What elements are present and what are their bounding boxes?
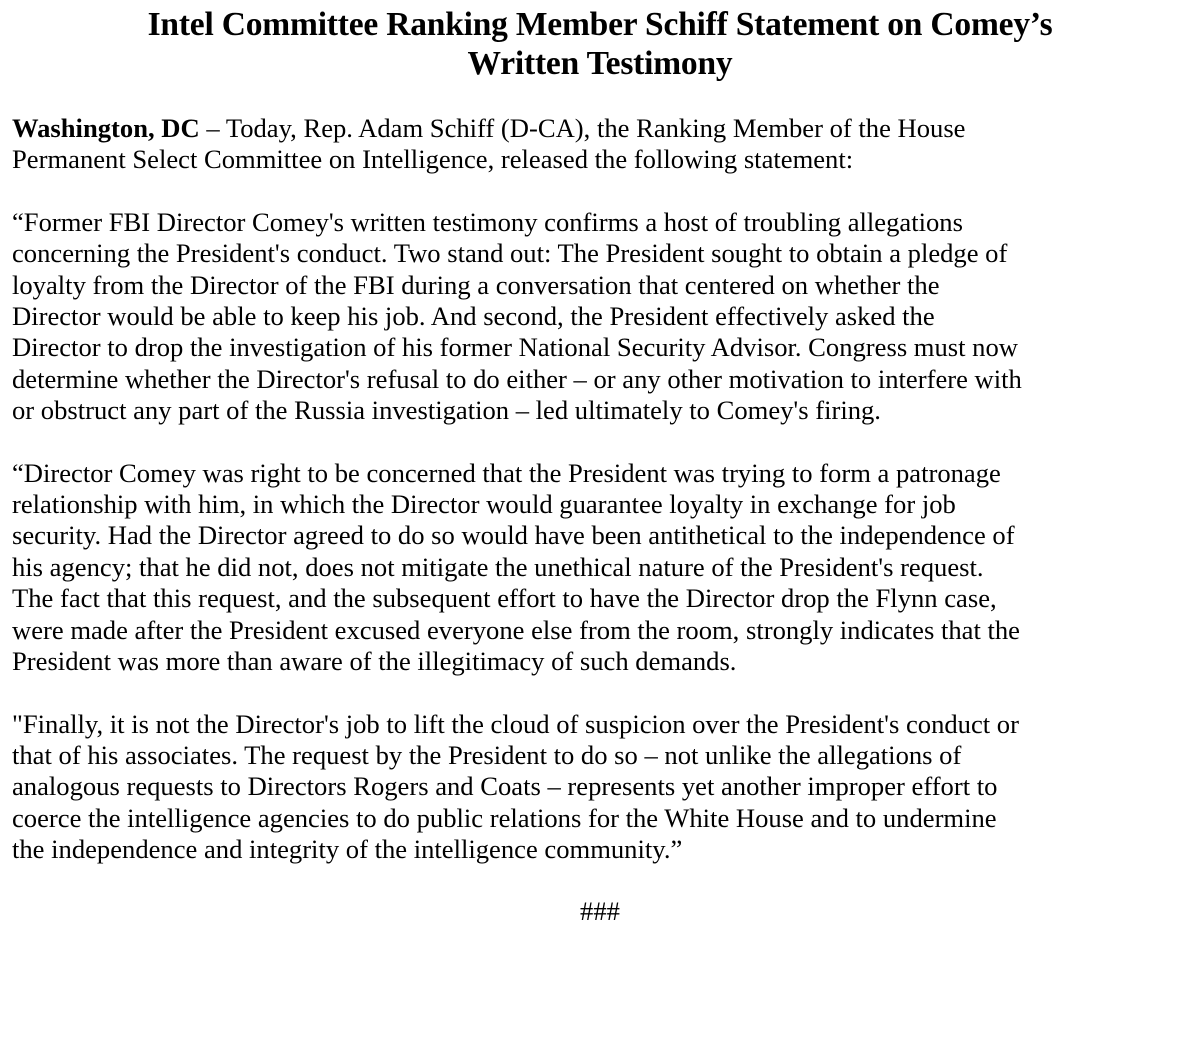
paragraph-line: relationship with him, in which the Director would guarantee loyalty in exchange for job (12, 489, 956, 520)
paragraph-line: security. Had the Director agreed to do so would have been antithetical to the independence of (12, 520, 1015, 551)
end-of-release-mark: ### (580, 895, 620, 926)
statement-paragraph-3 (12, 709, 1188, 866)
paragraph-line: or obstruct any part of the Russia investigation – led ultimately to Comey's firing. (12, 395, 881, 426)
paragraph-line: analogous requests to Directors Rogers and Coats – represents yet another improper effort to (12, 771, 998, 802)
paragraph-line: the independence and integrity of the intelligence community.” (12, 834, 683, 865)
intro-line-1 (12, 113, 1188, 144)
paragraph-line: Director would be able to keep his job. And second, the President effectively asked the (12, 301, 935, 332)
title-line-1: Intel Committee Ranking Member Schiff Statement on Comey’s (147, 6, 1053, 43)
paragraph-line: coerce the intelligence agencies to do public relations for the White House and to undermine (12, 802, 997, 833)
statement-paragraph-2 (12, 458, 1188, 678)
page-title (12, 5, 1188, 83)
title-line-2: Written Testimony (467, 45, 733, 82)
paragraph-line: were made after the President excused everyone else from the room, strongly indicates that the (12, 614, 1020, 645)
paragraph-line: “Former FBI Director Comey's written testimony confirms a host of troubling allegations (12, 206, 963, 237)
paragraph-line: "Finally, it is not the Director's job to lift the cloud of suspicion over the President's conduct or (12, 708, 1019, 739)
statement-paragraph-1 (12, 207, 1188, 427)
paragraph-line: “Director Comey was right to be concerned that the President was trying to form a patronage (12, 457, 1001, 488)
paragraph-line: loyalty from the Director of the FBI during a conversation that centered on whether the (12, 269, 940, 300)
dateline: Washington, DC (12, 113, 200, 143)
paragraph-line: concerning the President's conduct. Two stand out: The President sought to obtain a pledge of (12, 238, 1008, 269)
intro-line-2: Permanent Select Committee on Intelligence, released the following statement: (12, 144, 854, 175)
paragraph-line: The fact that this request, and the subsequent effort to have the Director drop the Flynn case, (12, 583, 997, 614)
paragraph-line: Director to drop the investigation of his former National Security Advisor. Congress must now (12, 332, 1018, 363)
paragraph-line: determine whether the Director's refusal to do either – or any other motivation to interfere with (12, 363, 1022, 394)
intro-paragraph (12, 113, 1188, 176)
paragraph-line: President was more than aware of the illegitimacy of such demands. (12, 646, 737, 677)
paragraph-line: his agency; that he did not, does not mitigate the unethical nature of the President's request. (12, 551, 984, 582)
paragraph-line: that of his associates. The request by the President to do so – not unlike the allegations of (12, 739, 962, 770)
intro-text-1: – Today, Rep. Adam Schiff (D-CA), the Ranking Member of the House (199, 113, 966, 143)
